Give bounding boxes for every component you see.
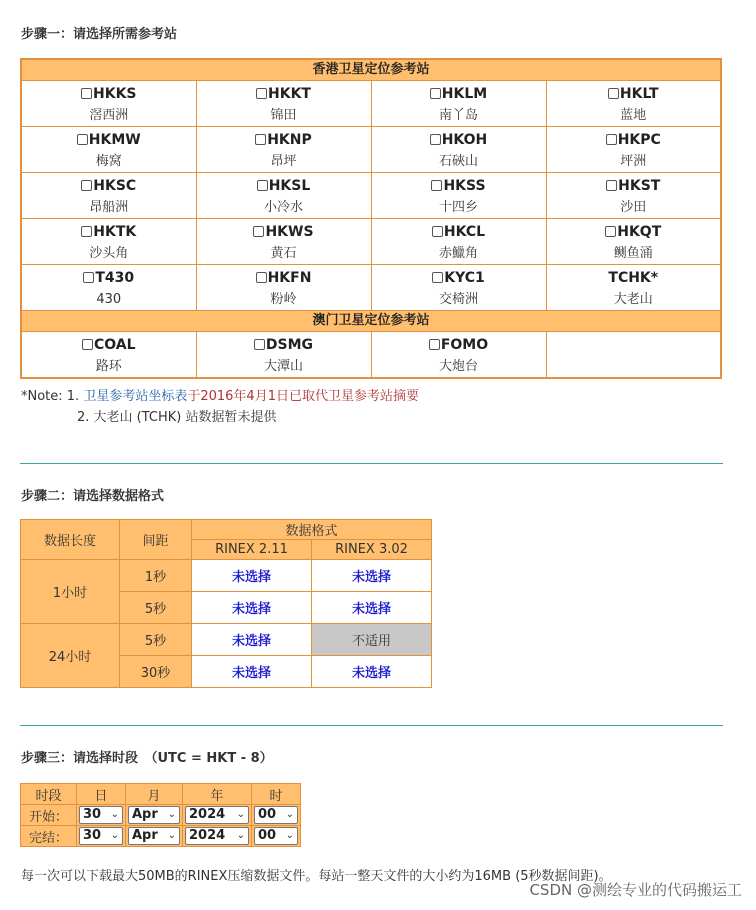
station-checkbox[interactable] — [257, 180, 268, 191]
station-name: 昂船洲 — [89, 200, 129, 215]
chevron-down-icon: ⌄ — [110, 830, 119, 841]
station-code-text: HKCL — [443, 224, 486, 240]
station-cell[interactable] — [21, 81, 196, 127]
station-name: 梅窝 — [95, 154, 122, 169]
format-rinex211-header: RINEX 2.11 — [192, 540, 312, 560]
station-checkbox[interactable] — [254, 339, 265, 350]
station-code-text: COAL — [93, 337, 136, 353]
station-cell[interactable] — [21, 127, 196, 173]
interval-cell: 30秒 — [120, 656, 192, 688]
station-code-text: HKFN — [267, 270, 312, 286]
station-code — [22, 335, 196, 356]
select-value: 30 — [83, 828, 102, 843]
station-name: 430 — [96, 292, 122, 307]
select-value: 00 — [258, 807, 277, 822]
station-name: 鲗鱼涌 — [613, 246, 653, 261]
station-cell — [546, 265, 721, 311]
empty-cell — [546, 332, 721, 379]
station-code — [547, 268, 721, 289]
format-option[interactable]: 未选择 — [312, 560, 432, 592]
station-code — [22, 84, 196, 105]
station-checkbox[interactable] — [606, 180, 617, 191]
station-name: 黄石 — [270, 246, 297, 261]
chevron-down-icon: ⌄ — [236, 809, 245, 820]
period-header: 时段 — [21, 784, 77, 805]
col-format-header: 数据格式 — [192, 520, 432, 540]
day-header: 日 — [77, 784, 126, 805]
format-table — [20, 519, 432, 688]
station-code-text: T430 — [95, 270, 135, 286]
select-value: 30 — [83, 807, 102, 822]
station-table — [20, 58, 722, 379]
station-code-text: HKMW — [88, 132, 141, 148]
watermark: CSDN @测绘专业的代码搬运工 — [529, 881, 742, 899]
station-checkbox[interactable] — [255, 134, 266, 145]
format-option[interactable]: 未选择 — [192, 592, 312, 624]
interval-cell: 1秒 — [120, 560, 192, 592]
length-24h: 24小时 — [21, 624, 120, 688]
station-name: 沙头角 — [89, 246, 129, 261]
station-name: 路环 — [95, 359, 122, 374]
format-not-applicable: 不适用 — [312, 624, 432, 656]
station-checkbox[interactable] — [83, 272, 94, 283]
station-cell[interactable] — [546, 81, 721, 127]
station-checkbox[interactable] — [81, 180, 92, 191]
station-code-text: HKPC — [617, 132, 661, 148]
station-code — [547, 176, 721, 197]
station-checkbox[interactable] — [82, 339, 93, 350]
chevron-down-icon: ⌄ — [285, 809, 294, 820]
station-name: 昂坪 — [270, 154, 297, 169]
format-option[interactable]: 未选择 — [192, 656, 312, 688]
station-code-text: HKLM — [441, 86, 488, 102]
station-code-text: HKKT — [268, 86, 311, 102]
station-cell[interactable] — [196, 332, 371, 379]
station-code — [22, 268, 196, 289]
station-checkbox[interactable] — [605, 226, 616, 237]
chevron-down-icon: ⌄ — [167, 830, 176, 841]
station-name: 小冷水 — [263, 200, 303, 215]
station-name: 石硤山 — [438, 154, 478, 169]
station-code-text: TCHK* — [608, 270, 659, 286]
station-checkbox[interactable] — [77, 134, 88, 145]
station-code — [22, 130, 196, 151]
step3-title: 步骤三：请选择时段 （UTC = HKT - 8） — [21, 751, 273, 766]
format-option[interactable]: 未选择 — [192, 624, 312, 656]
period-table — [20, 783, 301, 847]
hour-header: 时 — [252, 784, 301, 805]
station-code — [22, 222, 196, 243]
select-value: 2024 — [189, 807, 226, 822]
interval-cell: 5秒 — [120, 624, 192, 656]
start-label: 开始： — [21, 805, 77, 826]
station-code — [197, 222, 371, 243]
station-name: 大老山 — [613, 292, 653, 307]
station-cell[interactable] — [196, 81, 371, 127]
station-name: 粉岭 — [270, 292, 297, 307]
macau-stations — [21, 332, 721, 379]
station-name: 锦田 — [270, 108, 297, 123]
station-code-text: FOMO — [440, 337, 489, 353]
station-cell[interactable] — [371, 173, 546, 219]
station-cell[interactable] — [371, 265, 546, 311]
station-code-text: HKSS — [443, 178, 486, 194]
station-cell[interactable] — [196, 219, 371, 265]
station-code — [372, 335, 546, 356]
station-name: 沙田 — [620, 200, 647, 215]
station-checkbox[interactable] — [431, 180, 442, 191]
station-checkbox[interactable] — [432, 226, 443, 237]
station-name: 南丫岛 — [438, 108, 478, 123]
station-code-text: DSMG — [265, 337, 314, 353]
station-code-text: HKTK — [93, 224, 137, 240]
station-name: 大潭山 — [263, 359, 303, 374]
interval-cell: 5秒 — [120, 592, 192, 624]
end-hour-select[interactable] — [254, 827, 298, 845]
month-header: 月 — [126, 784, 183, 805]
start-day-select[interactable] — [79, 806, 123, 824]
macau-group-header: 澳门卫星定位参考站 — [21, 311, 721, 332]
station-code-text: HKST — [618, 178, 661, 194]
station-code — [547, 84, 721, 105]
select-value: Apr — [132, 828, 158, 843]
end-label: 完结： — [21, 826, 77, 847]
coordinate-table-link[interactable]: 卫星参考站坐标表 — [83, 389, 188, 404]
chevron-down-icon: ⌄ — [236, 830, 245, 841]
chevron-down-icon: ⌄ — [285, 830, 294, 841]
station-checkbox[interactable] — [253, 226, 264, 237]
station-code — [547, 130, 721, 151]
format-option[interactable]: 未选择 — [312, 656, 432, 688]
station-code — [372, 222, 546, 243]
chevron-down-icon: ⌄ — [110, 809, 119, 820]
format-rinex302-header: RINEX 3.02 — [312, 540, 432, 560]
station-checkbox[interactable] — [430, 134, 441, 145]
start-hour-select[interactable] — [254, 806, 298, 824]
station-checkbox[interactable] — [81, 88, 92, 99]
station-cell[interactable] — [546, 127, 721, 173]
year-header: 年 — [183, 784, 252, 805]
station-cell[interactable] — [21, 173, 196, 219]
station-code-text: HKOH — [441, 132, 488, 148]
col-interval-header: 间距 — [120, 520, 192, 560]
station-checkbox[interactable] — [81, 226, 92, 237]
length-1h: 1小时 — [21, 560, 120, 624]
station-code — [372, 130, 546, 151]
start-month-select[interactable] — [128, 806, 180, 824]
station-checkbox[interactable] — [256, 88, 267, 99]
station-code-text: HKLT — [619, 86, 659, 102]
station-checkbox[interactable] — [608, 88, 619, 99]
station-code — [372, 176, 546, 197]
station-code-text: KYC1 — [444, 270, 485, 286]
step1-title: 步骤一：请选择所需参考站 — [21, 27, 178, 42]
start-year-select[interactable] — [185, 806, 249, 824]
station-checkbox[interactable] — [429, 339, 440, 350]
end-month-select[interactable] — [128, 827, 180, 845]
chevron-down-icon: ⌄ — [167, 809, 176, 820]
station-code — [372, 84, 546, 105]
station-cell[interactable] — [371, 81, 546, 127]
station-code-text: HKKS — [93, 86, 137, 102]
select-value: 00 — [258, 828, 277, 843]
step2-title: 步骤二：请选择数据格式 — [21, 489, 165, 504]
divider — [20, 463, 723, 464]
divider — [20, 725, 723, 726]
station-code-text: HKWS — [265, 224, 314, 240]
station-checkbox[interactable] — [606, 134, 617, 145]
station-checkbox[interactable] — [430, 88, 441, 99]
note2-text: 2. 大老山 (TCHK) 站数据暂未提供 — [77, 410, 277, 425]
station-code — [372, 268, 546, 289]
note — [21, 386, 419, 428]
format-option[interactable]: 未选择 — [312, 592, 432, 624]
station-code — [547, 222, 721, 243]
station-code — [22, 176, 196, 197]
station-code-text: HKQT — [617, 224, 662, 240]
station-code — [197, 268, 371, 289]
station-code-text: HKNP — [267, 132, 312, 148]
note1-text: 于2016年4月1日已取代卫星参考站摘要 — [187, 389, 419, 404]
station-name: 十四乡 — [438, 200, 478, 215]
station-code — [197, 84, 371, 105]
size-info-text: 每一次可以下载最大50MB的RINEX压缩数据文件。每站一整天文件的大小约为16MB (5秒数据间距)。 — [21, 869, 612, 884]
station-cell[interactable] — [371, 127, 546, 173]
station-cell[interactable] — [21, 265, 196, 311]
station-checkbox[interactable] — [256, 272, 267, 283]
station-cell[interactable] — [371, 332, 546, 379]
station-cell[interactable] — [196, 127, 371, 173]
select-value: Apr — [132, 807, 158, 822]
station-checkbox[interactable] — [432, 272, 443, 283]
station-code — [197, 130, 371, 151]
hk-group-header: 香港卫星定位参考站 — [21, 59, 721, 81]
end-day-select[interactable] — [79, 827, 123, 845]
station-cell[interactable] — [21, 219, 196, 265]
hk-stations — [21, 81, 721, 311]
station-name: 交椅洲 — [438, 292, 478, 307]
select-value: 2024 — [189, 828, 226, 843]
station-name: 滘西洲 — [89, 108, 129, 123]
station-cell[interactable] — [196, 265, 371, 311]
station-name: 坪洲 — [620, 154, 647, 169]
station-cell[interactable] — [546, 173, 721, 219]
col-length-header: 数据长度 — [21, 520, 120, 560]
station-code — [197, 335, 371, 356]
station-cell[interactable] — [196, 173, 371, 219]
station-name: 蓝地 — [620, 108, 647, 123]
note-label: *Note: 1. — [21, 389, 84, 404]
format-option[interactable]: 未选择 — [192, 560, 312, 592]
station-cell[interactable] — [546, 219, 721, 265]
station-code-text: HKSL — [268, 178, 311, 194]
station-code — [197, 176, 371, 197]
station-cell[interactable] — [21, 332, 196, 379]
station-name: 赤鱲角 — [438, 246, 478, 261]
station-name: 大炮台 — [438, 359, 478, 374]
end-year-select[interactable] — [185, 827, 249, 845]
station-code-text: HKSC — [93, 178, 137, 194]
station-cell[interactable] — [371, 219, 546, 265]
